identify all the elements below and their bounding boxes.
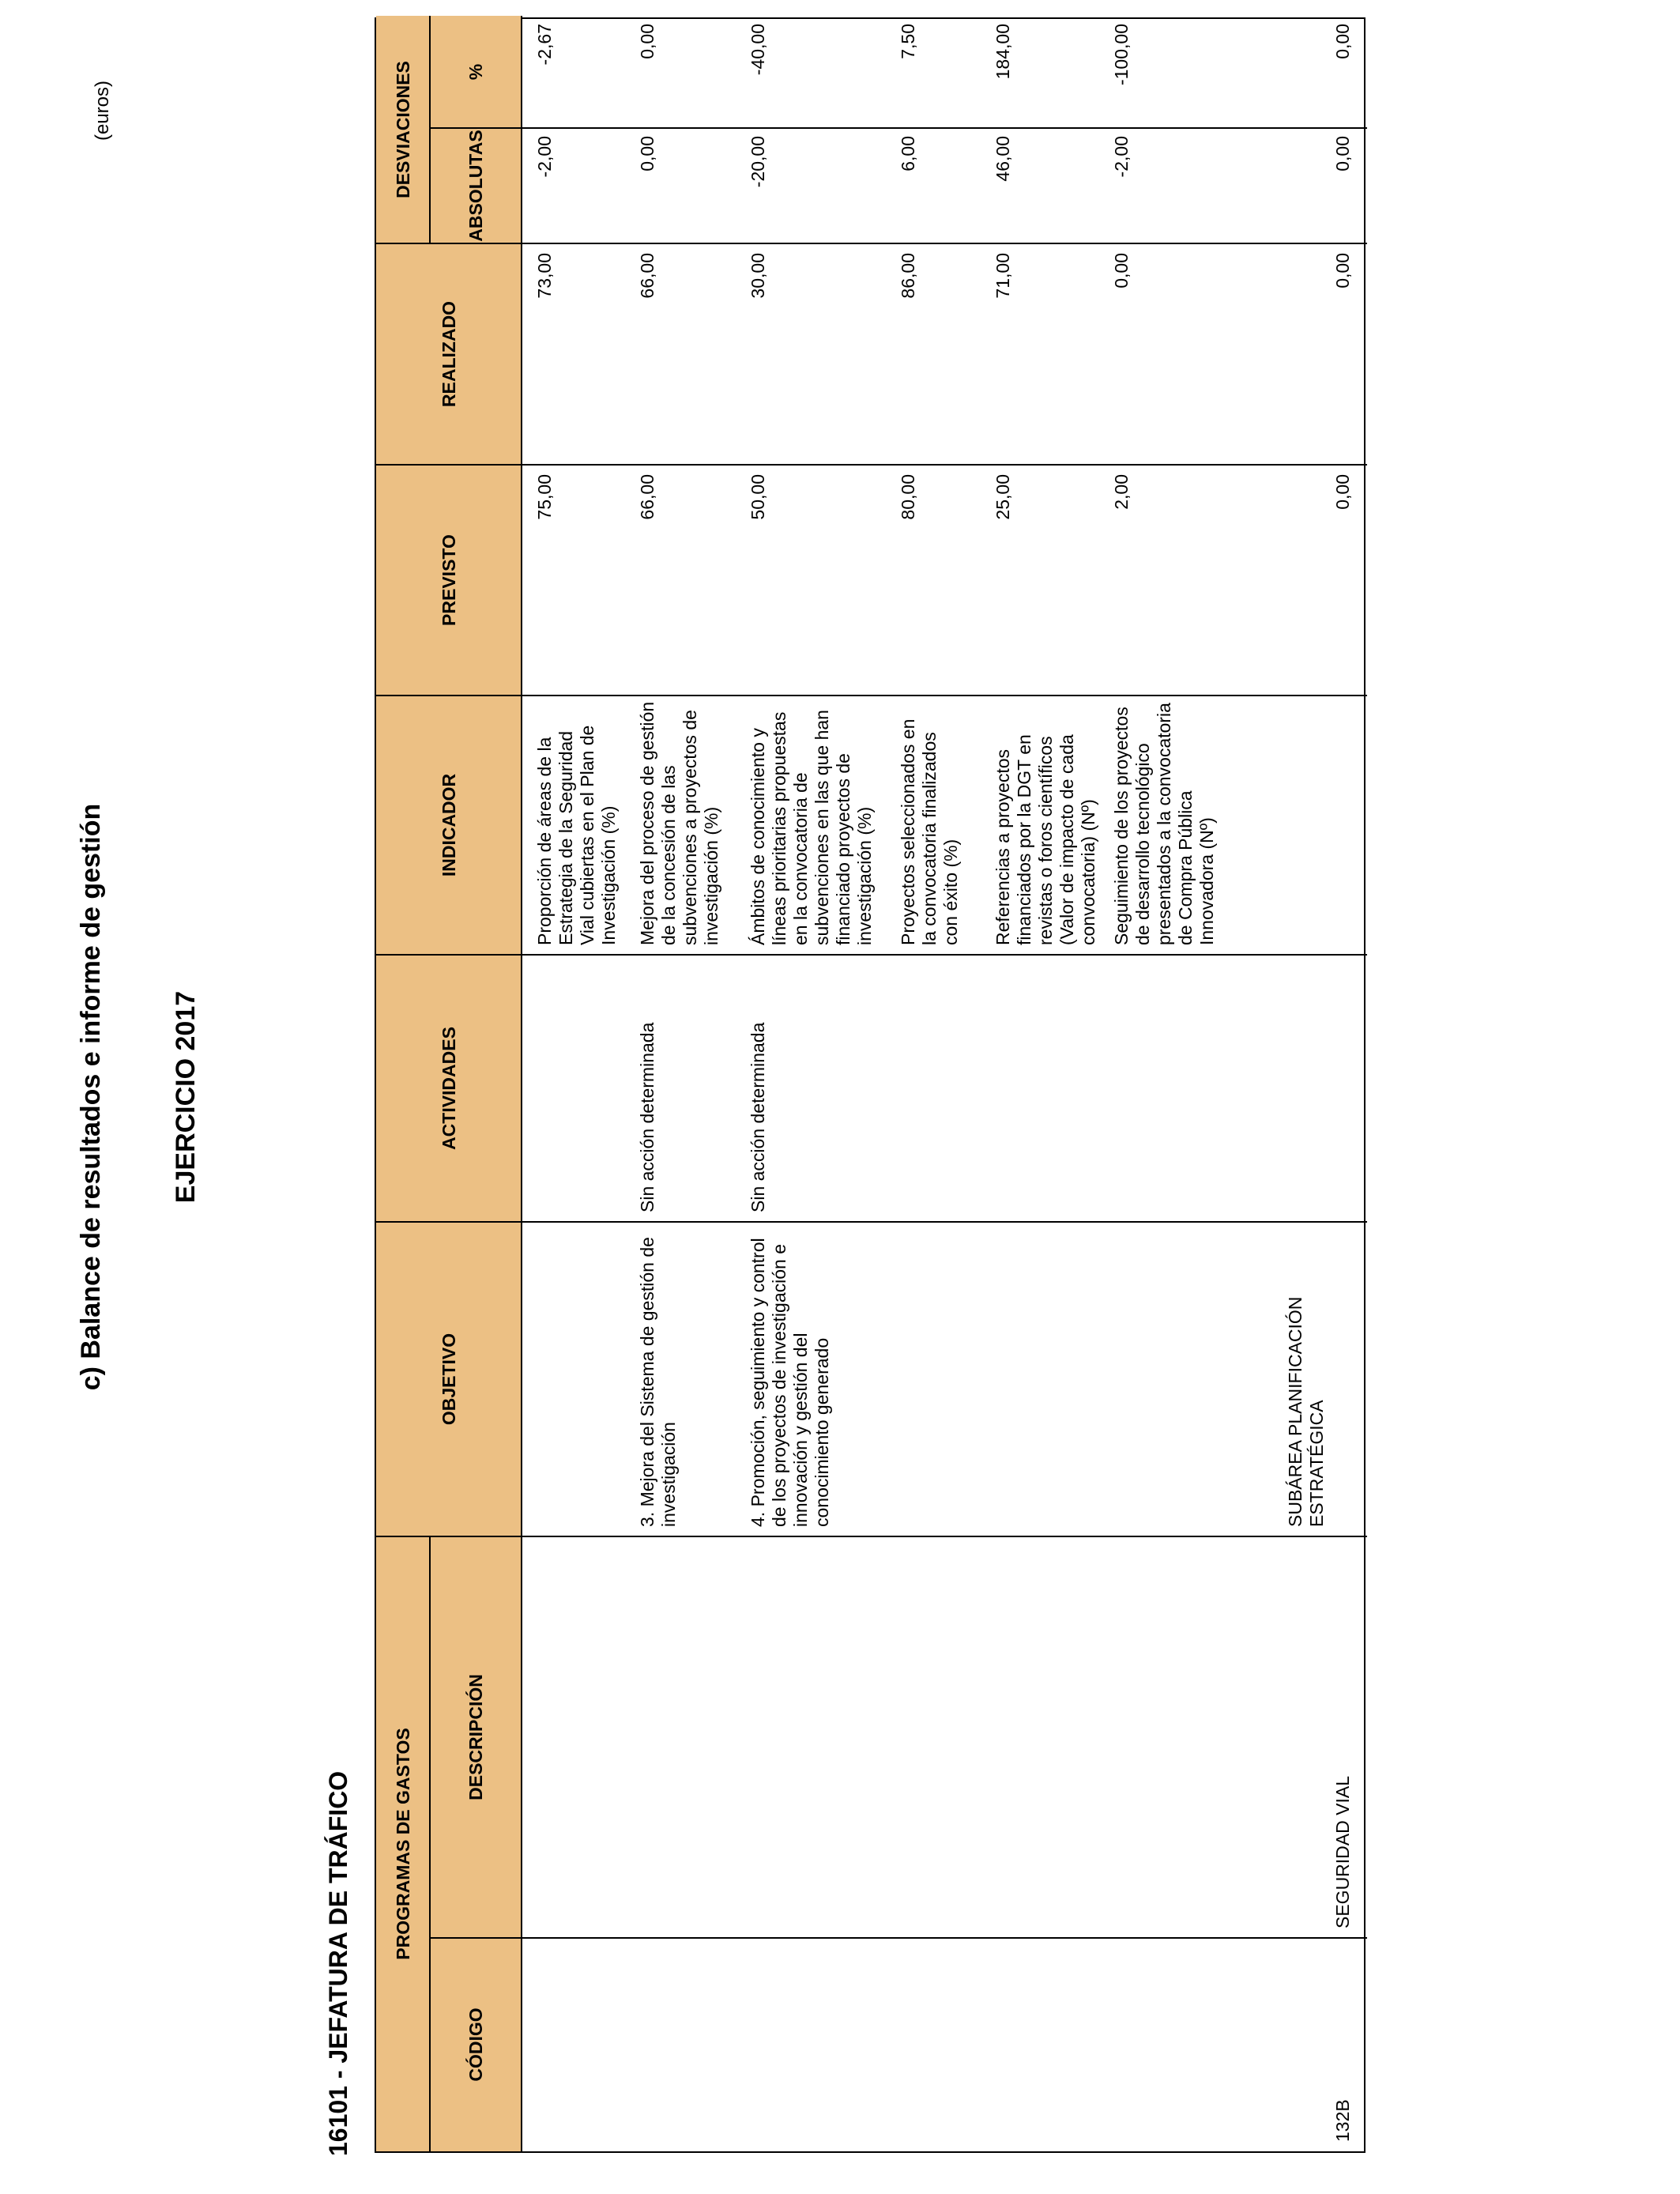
cell-previsto: 0,00 bbox=[1332, 474, 1353, 510]
column-rule bbox=[376, 954, 1367, 956]
cell-realizado: 30,00 bbox=[748, 253, 768, 299]
cell-codigo: 132B bbox=[1332, 2099, 1353, 2142]
cell-porcentaje: 0,00 bbox=[1332, 24, 1353, 59]
cell-porcentaje: 0,00 bbox=[637, 24, 657, 59]
cell-previsto: 2,00 bbox=[1111, 474, 1132, 510]
cell-realizado: 86,00 bbox=[898, 253, 918, 299]
column-rule bbox=[376, 1536, 1367, 1537]
cell-previsto: 75,00 bbox=[534, 474, 555, 520]
header-codigo: CÓDIGO bbox=[430, 1938, 522, 2151]
cell-absolutas: 0,00 bbox=[637, 136, 657, 172]
header-desviaciones-rule bbox=[429, 16, 431, 243]
cell-absolutas: 6,00 bbox=[898, 136, 918, 172]
column-rule bbox=[376, 695, 1367, 696]
cell-indicador: Mejora del proceso de gestión de la concesión de las subvenciones a proyectos de investigación (%) bbox=[637, 701, 721, 945]
cell-actividad: Sin acción determinada bbox=[748, 1022, 768, 1212]
cell-absolutas: -2,00 bbox=[1111, 136, 1132, 178]
header-objetivo: OBJETIVO bbox=[376, 1222, 522, 1536]
results-table bbox=[375, 17, 1365, 2153]
cell-porcentaje: -40,00 bbox=[748, 24, 768, 76]
column-rule bbox=[430, 1937, 1367, 1939]
cell-previsto: 66,00 bbox=[637, 474, 657, 520]
cell-objetivo: SUBÁREA PLANIFICACIÓN ESTRATÉGICA bbox=[1285, 1296, 1327, 1527]
cell-absolutas: 0,00 bbox=[1332, 136, 1353, 172]
cell-descripcion: SEGURIDAD VIAL bbox=[1332, 1776, 1353, 1928]
cell-actividad: Sin acción determinada bbox=[637, 1022, 657, 1212]
header-programas-rule bbox=[429, 1536, 431, 2151]
cell-absolutas: -20,00 bbox=[748, 136, 768, 188]
cell-porcentaje: -100,00 bbox=[1111, 24, 1132, 86]
header-previsto: PREVISTO bbox=[376, 465, 522, 696]
cell-objetivo: 3. Mejora del Sistema de gestión de investigación bbox=[637, 1237, 679, 1527]
cell-realizado: 71,00 bbox=[993, 253, 1013, 299]
column-rule bbox=[376, 1221, 1367, 1223]
cell-porcentaje: -2,67 bbox=[534, 24, 555, 66]
cell-previsto: 25,00 bbox=[993, 474, 1013, 520]
header-indicador: INDICADOR bbox=[376, 696, 522, 955]
cell-indicador: Proyectos seleccionados en la convocatoria finalizados con éxito (%) bbox=[898, 718, 961, 945]
cell-porcentaje: 184,00 bbox=[993, 24, 1013, 80]
cell-indicador: Ámbitos de conocimiento y líneas prioritarias propuestas en la convocatoria de subvenciones en las que han financiado proyectos de investigación (%) bbox=[748, 710, 875, 945]
cell-indicador: Referencias a proyectos financiados por la DGT en revistas o foros científicos (Valor de impacto de cada convocatoria) (Nº) bbox=[993, 734, 1098, 945]
cell-previsto: 80,00 bbox=[898, 474, 918, 520]
cell-indicador: Seguimiento de los proyectos de desarrollo tecnológico presentados a la convocatoria de Compra Pública Innovadora (Nº) bbox=[1111, 703, 1217, 945]
organization-title: 16101 - JEFATURA DE TRÁFICO bbox=[324, 1770, 352, 2156]
header-porcentaje: % bbox=[430, 16, 522, 128]
header-actividades: ACTIVIDADES bbox=[376, 955, 522, 1222]
header-realizado: REALIZADO bbox=[376, 243, 522, 465]
cell-realizado: 0,00 bbox=[1111, 253, 1132, 288]
cell-absolutas: -2,00 bbox=[534, 136, 555, 178]
report-title: c) Balance de resultados e informe de gestión bbox=[76, 803, 106, 1391]
header-bottom-rule bbox=[521, 16, 522, 2151]
cell-realizado: 66,00 bbox=[637, 253, 657, 299]
cell-objetivo: 4. Promoción, seguimiento y control de los proyectos de investigación e innovación y gestión del conocimiento generado bbox=[748, 1238, 832, 1527]
cell-porcentaje: 7,50 bbox=[898, 24, 918, 59]
cell-realizado: 0,00 bbox=[1332, 253, 1353, 288]
currency-unit: (euros) bbox=[92, 80, 113, 141]
cell-realizado: 73,00 bbox=[534, 253, 555, 299]
cell-absolutas: 46,00 bbox=[993, 136, 1013, 182]
column-rule bbox=[376, 243, 1367, 244]
header-absolutas: ABSOLUTAS bbox=[430, 128, 522, 243]
header-desviaciones: DESVIACIONES bbox=[376, 16, 430, 243]
cell-indicador: Proporción de áreas de la Estrategia de la Seguridad Vial cubiertas en el Plan de Investigación (%) bbox=[534, 725, 619, 945]
header-descripcion: DESCRIPCIÓN bbox=[430, 1536, 522, 1938]
cell-previsto: 50,00 bbox=[748, 474, 768, 520]
column-rule bbox=[376, 464, 1367, 466]
header-programas: PROGRAMAS DE GASTOS bbox=[376, 1536, 430, 2151]
report-year: EJERCICIO 2017 bbox=[171, 990, 201, 1204]
